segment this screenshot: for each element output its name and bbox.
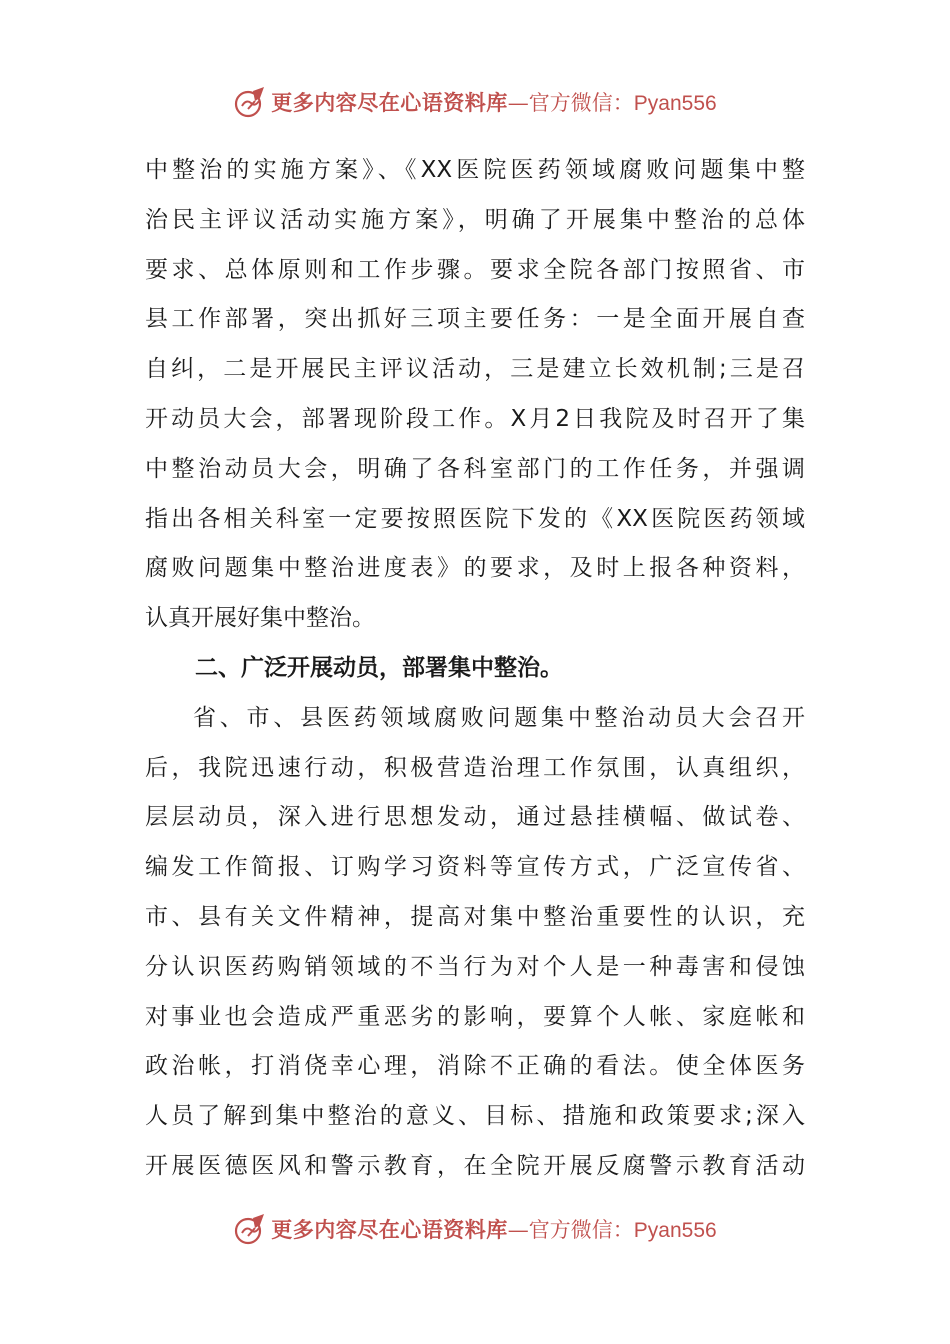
footer-wechat-label: 官方微信： (528, 1218, 634, 1242)
body-line: 指出各相关科室一定要按照医院下发的《XX医院医药领域 (145, 505, 805, 532)
body-line: 腐败问题集中整治进度表》的要求，及时上报各种资料， (145, 555, 805, 582)
body-line: 开动员大会，部署现阶段工作。X月2日我院及时召开了集 (145, 405, 805, 432)
footer-banner-text (271, 1214, 716, 1244)
body-line: 分认识医药购销领域的不当行为对个人是一种毒害和侵蚀 (145, 953, 805, 980)
header-wechat-id: Pyan556 (633, 92, 717, 115)
header-site-name: 更多内容尽在心语资料库 (271, 90, 508, 115)
body-line: 中整治的实施方案》、《XX医院医药领域腐败问题集中整 (145, 157, 805, 183)
body-line: 县工作部署，突出抓好三项主要任务：一是全面开展自查 (145, 306, 805, 333)
body-line: 市、县有关文件精神，提高对集中整治重要性的认识，充 (145, 903, 805, 930)
body-line: 治民主评议活动实施方案》，明确了开展集中整治的总体 (145, 206, 805, 233)
document-body (145, 146, 805, 1192)
pen-seal-logo-icon (233, 85, 267, 119)
body-line: 政治帐，打消侥幸心理，消除不正确的看法。使全体医务 (145, 1053, 805, 1080)
body-line: 省、市、县医药领域腐败问题集中整治动员大会召开 (193, 704, 805, 731)
body-line: 开展医德医风和警示教育，在全院开展反腐警示教育活动 (145, 1152, 805, 1179)
header-wechat-label: 官方微信： (528, 91, 634, 115)
header-dash: — (507, 91, 529, 115)
body-line: 层层动员，深入进行思想发动，通过悬挂横幅、做试卷、 (145, 804, 805, 831)
body-line: 人员了解到集中整治的意义、目标、措施和政策要求;深入 (145, 1103, 805, 1130)
body-line: 编发工作简报、订购学习资料等宣传方式，广泛宣传省、 (145, 854, 805, 881)
pen-seal-logo-icon (233, 1212, 267, 1246)
header-banner-text (271, 87, 716, 117)
header-banner (0, 82, 950, 122)
body-line: 自纠，二是开展民主评议活动，三是建立长效机制;三是召 (145, 356, 805, 383)
footer-site-name: 更多内容尽在心语资料库 (271, 1217, 508, 1242)
footer-wechat-id: Pyan556 (633, 1219, 717, 1242)
body-line: 中整治动员大会，明确了各科室部门的工作任务，并强调 (145, 455, 805, 482)
footer-dash: — (507, 1218, 529, 1242)
section-heading: 二、广泛开展动员，部署集中整治。 (195, 654, 563, 681)
body-line: 对事业也会造成严重恶劣的影响，要算个人帐、家庭帐和 (145, 1003, 805, 1030)
body-line: 认真开展好集中整治。 (145, 605, 375, 632)
body-line: 后，我院迅速行动，积极营造治理工作氛围，认真组织， (145, 754, 805, 781)
body-line: 要求、总体原则和工作步骤。要求全院各部门按照省、市 (145, 256, 805, 283)
footer-banner (0, 1209, 950, 1249)
